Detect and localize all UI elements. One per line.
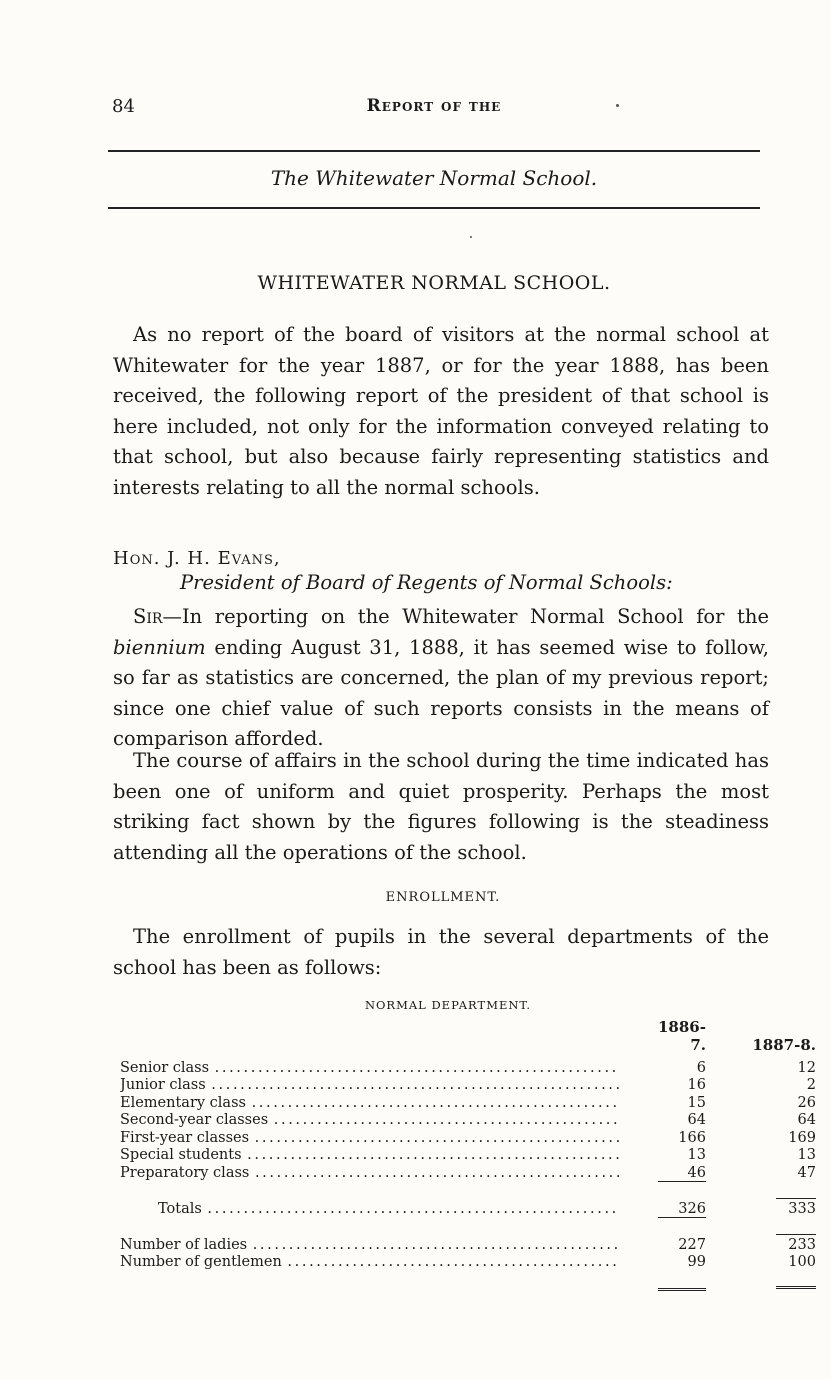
row-label: Number of gentlemen: [120, 1254, 282, 1270]
totals-row: [120, 1199, 816, 1217]
row-value-2: 26: [797, 1094, 816, 1111]
column-header-2: 1887-8.: [752, 1036, 816, 1054]
row-label: Second-year classes: [120, 1112, 269, 1128]
row-value-1: 99: [687, 1254, 706, 1270]
page-subhead: The Whitewater Normal School.: [270, 166, 598, 190]
section-title: WHITEWATER NORMAL SCHOOL.: [257, 272, 611, 294]
row-value-1: 64: [687, 1112, 706, 1128]
letter-paragraph-1: [113, 602, 769, 755]
enrollment-table: [120, 1018, 816, 1291]
row-label: Special students: [120, 1147, 242, 1163]
row-label: First-year classes: [120, 1129, 250, 1146]
row-value-1: 15: [687, 1094, 706, 1111]
enrollment-heading: ENROLLMENT.: [385, 890, 501, 905]
letter-paragraph-1-italic: biennium: [113, 635, 206, 659]
row-label: Junior class: [120, 1077, 206, 1093]
row-value-1: 13: [687, 1147, 706, 1163]
row-value-1: 16: [687, 1077, 706, 1093]
table-row: [120, 1076, 816, 1094]
column-header-1: 1886-7.: [658, 1018, 706, 1054]
row-value-2: 13: [797, 1147, 816, 1163]
totals-value-1: 326: [678, 1200, 706, 1217]
table-row: [120, 1093, 816, 1111]
table-row: [120, 1111, 816, 1129]
enrollment-paragraph: The enrollment of pupils in the several departments of the school has been as follows:: [113, 925, 769, 979]
letter-addressee: Hon. J. H. Evans,: [113, 548, 281, 569]
row-label: Preparatory class: [120, 1165, 250, 1181]
header-rule-bottom: [108, 207, 760, 209]
running-head: Report of the: [366, 96, 502, 116]
subtotal-rule-1: [658, 1181, 706, 1199]
intro-paragraph: As no report of the board of visitors at the normal school at Whitewater for the year 1887, or for the year 1888, has been received, the following report of the president of that school is here included, not only for the information conveyed relating to that school, but also because fairly representing statistics and interests relating to all the normal schools.: [113, 323, 769, 499]
letter-paragraph-1-a: —In reporting on the Whitewater Normal School for the: [162, 605, 769, 628]
final-double-rule-1: [658, 1270, 706, 1289]
page-header: [108, 96, 760, 122]
row-label: Number of ladies: [120, 1236, 248, 1253]
letter-paragraph-1-b: ending August 31, 1888, it has seemed wise to follow, so far as statistics are concerned, the plan of my previous report; since one chief value of such reports consists in the means of comparison afforded.: [113, 635, 769, 750]
table-header-row: [120, 1018, 816, 1058]
header-rule-top: [108, 150, 760, 152]
letter-addressee-title: President of Board of Regents of Normal Schools:: [180, 571, 673, 594]
row-value-2: 12: [797, 1059, 816, 1076]
totals-label: Totals: [158, 1201, 202, 1217]
table-row: [120, 1253, 816, 1271]
totals-value-2: 333: [788, 1201, 816, 1217]
totals-rule-1: [658, 1217, 706, 1235]
row-value-2: 233: [788, 1236, 816, 1253]
letter-salutation: Sir: [133, 605, 163, 628]
row-value-2: 100: [788, 1254, 816, 1270]
table-row: [120, 1058, 816, 1076]
table-row: [120, 1163, 816, 1181]
row-value-2: 47: [797, 1165, 816, 1181]
row-value-1: 166: [678, 1129, 706, 1146]
letter-paragraph-2: The course of affairs in the school during the time indicated has been one of uniform and quiet prosperity. Perhaps the most striking fact shown by the figures following is the steadiness attending all the operations of the school.: [113, 749, 769, 864]
print-speck: [616, 104, 619, 107]
row-value-1: 46: [687, 1164, 706, 1181]
table-row: [120, 1128, 816, 1146]
print-speck: [470, 236, 472, 238]
table-row: [120, 1235, 816, 1253]
row-label: Elementary class: [120, 1094, 246, 1111]
table-row: [120, 1146, 816, 1164]
row-value-2: 2: [806, 1077, 816, 1093]
row-value-2: 64: [797, 1112, 816, 1128]
final-double-rule-2: [776, 1286, 816, 1289]
row-value-1: 227: [678, 1236, 706, 1253]
row-value-1: 6: [696, 1059, 706, 1076]
page-number: 84: [112, 96, 135, 117]
row-label: Senior class: [120, 1059, 210, 1076]
table-caption: NORMAL DEPARTMENT.: [364, 998, 532, 1012]
row-value-2: 169: [788, 1129, 816, 1146]
